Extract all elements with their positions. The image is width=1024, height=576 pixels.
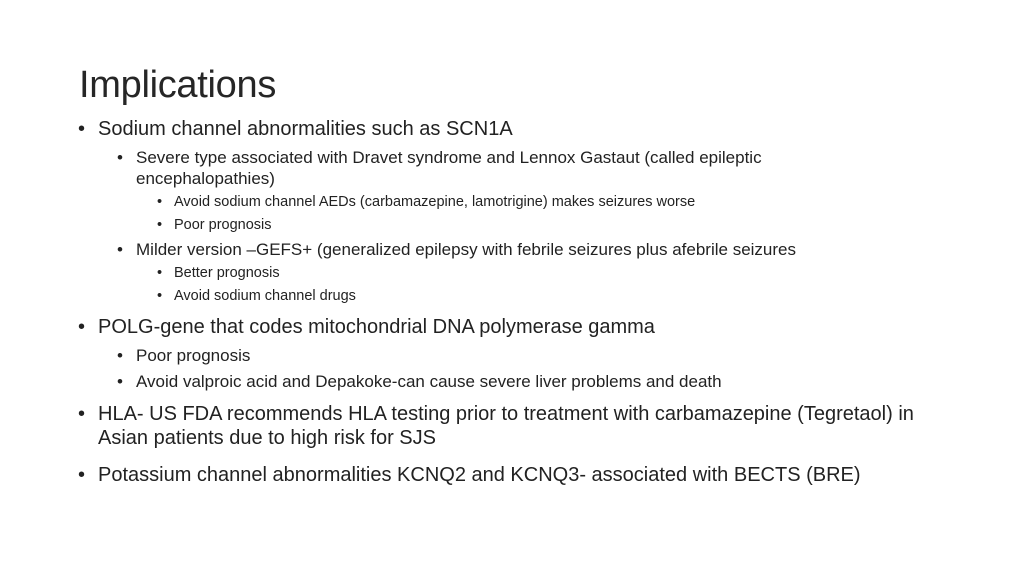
bullet-text: POLG-gene that codes mitochondrial DNA polymerase gamma <box>98 316 655 338</box>
bullet-text: Severe type associated with Dravet syndrome and Lennox Gastaut (called epileptic encephalopathies) <box>136 148 762 188</box>
bullet-level-3 <box>157 264 874 282</box>
bullet-level-3 <box>157 193 874 211</box>
bullet-text: Poor prognosis <box>174 217 272 233</box>
bullet-text: Avoid sodium channel AEDs (carbamazepine, lamotrigine) makes seizures worse <box>174 194 696 210</box>
bullet-dot-icon: • <box>117 240 123 259</box>
bullet-level-2 <box>117 239 896 260</box>
bullet-dot-icon: • <box>157 194 163 210</box>
bullet-level-1 <box>78 463 898 487</box>
bullet-text: Avoid sodium channel drugs <box>174 288 356 304</box>
bullet-level-2 <box>117 371 896 392</box>
bullet-text: Sodium channel abnormalities such as SCN1A <box>98 118 513 140</box>
bullet-dot-icon: • <box>157 288 163 304</box>
bullet-dot-icon: • <box>157 217 163 233</box>
slide-title: Implications <box>79 64 277 106</box>
bullet-text: Poor prognosis <box>136 346 251 365</box>
bullet-level-3 <box>157 287 874 305</box>
bullet-text: Potassium channel abnormalities KCNQ2 and KCNQ3- associated with BECTS (BRE) <box>98 464 861 486</box>
bullet-level-3 <box>157 216 874 234</box>
bullet-text: Milder version –GEFS+ (generalized epilepsy with febrile seizures plus afebrile seizures <box>136 240 796 259</box>
bullet-text: HLA- US FDA recommends HLA testing prior to treatment with carbamazepine (Tegretaol) in Asian patients due to high risk for SJS <box>98 403 914 449</box>
bullet-text: Avoid valproic acid and Depakoke-can cause severe liver problems and death <box>136 372 722 391</box>
bullet-dot-icon: • <box>78 118 86 140</box>
bullet-dot-icon: • <box>78 464 86 486</box>
bullet-text: Better prognosis <box>174 265 280 281</box>
bullet-dot-icon: • <box>117 346 123 365</box>
bullet-level-1 <box>78 315 928 339</box>
bullet-level-1 <box>78 402 918 450</box>
bullet-dot-icon: • <box>117 148 123 167</box>
bullet-dot-icon: • <box>157 265 163 281</box>
bullet-dot-icon: • <box>78 403 86 425</box>
bullet-dot-icon: • <box>117 372 123 391</box>
bullet-dot-icon: • <box>78 316 86 338</box>
bullet-level-2 <box>117 345 896 366</box>
bullet-level-2 <box>117 147 866 189</box>
bullet-level-1 <box>78 117 928 141</box>
